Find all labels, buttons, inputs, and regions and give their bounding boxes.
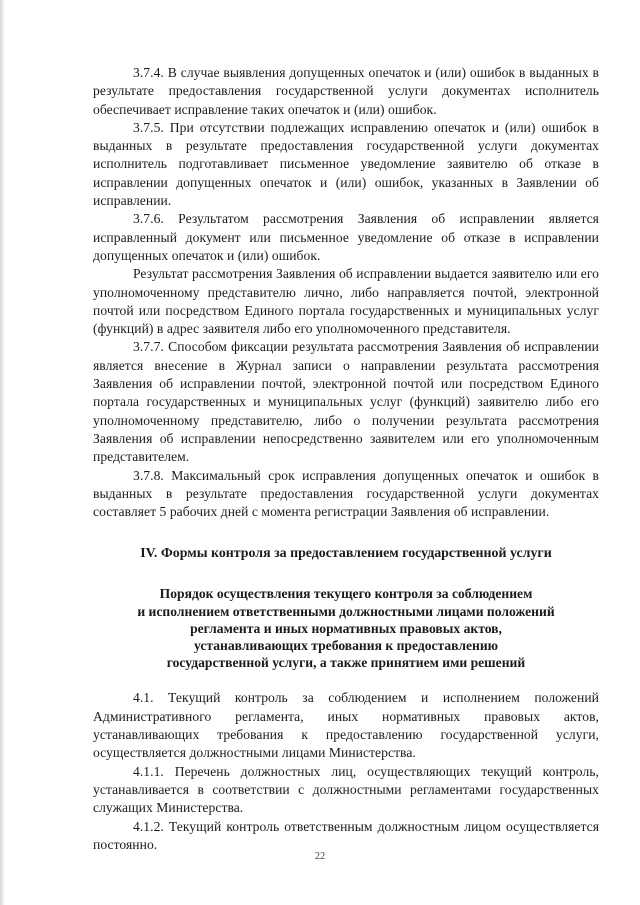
- paragraph-3-7-5: 3.7.5. При отсутствии подлежащих исправлению опечаток и (или) ошибок в выданных в результате предоставления государственной услуги документах исполнитель подготавливает письменное уведомление заявителю об отказе в исправлении допущенных опечаток и (или) ошибок, указанных в Заявлении об исправлении.: [93, 119, 599, 209]
- paragraph-result-delivery: Результат рассмотрения Заявления об исправлении выдается заявителю или его уполномоченному представителю лично, либо направляется почтой, электронной почтой или посредством Единого портала государственных и муниципальных услуг (функций) в адрес заявителя либо его уполномоченного представителя.: [93, 266, 599, 337]
- page-number: 22: [314, 851, 326, 862]
- paragraph-3-7-4: 3.7.4. В случае выявления допущенных опечаток и (или) ошибок в выданных в результате предоставления государственной услуги документах исполнитель обеспечивает исправление таких опечаток и (или) ошибок.: [93, 65, 599, 117]
- paragraph-4-1-1: 4.1.1. Перечень должностных лиц, осуществляющих текущий контроль, устанавливается в соответствии с должностными регламентами государственных служащих Министерства.: [93, 763, 599, 816]
- subsection-heading: [93, 585, 599, 671]
- paragraph-3-7-6: 3.7.6. Результатом рассмотрения Заявления об исправлении является исправленный документ или письменное уведомление об отказе в исправлении допущенных опечаток и (или) ошибок.: [93, 211, 599, 263]
- subsection-heading-line: и исполнением ответственными должностными лицами положений: [137, 603, 555, 619]
- paragraph-4-1-2: 4.1.2. Текущий контроль ответственным должностным лицом осуществляется постоянно.: [93, 818, 599, 852]
- paragraph-3-7-8: 3.7.8. Максимальный срок исправления допущенных опечаток и ошибок в выданных в результате предоставления государственной услуги документах составляет 5 рабочих дней с момента регистрации Заявления об исправлении.: [93, 467, 599, 520]
- subsection-heading-line: государственной услуги, а также принятием ими решений: [166, 655, 526, 671]
- paragraph-4-1: 4.1. Текущий контроль за соблюдением и исполнением положений Административного регламента, иных нормативных правовых актов, устанавливающих требования к предоставлению государственной услуги, осуществляется должностными лицами Министерства.: [93, 690, 599, 761]
- scan-edge: [0, 0, 4, 905]
- document-page: [93, 64, 599, 854]
- subsection-heading-line: устанавливающих требования к предоставлению: [193, 638, 499, 654]
- subsection-heading-line: регламента и иных нормативных правовых актов,: [190, 620, 502, 636]
- section-heading: IV. Формы контроля за предоставлением государственной услуги: [140, 546, 552, 562]
- subsection-heading-line: Порядок осуществления текущего контроля за соблюдением: [159, 586, 533, 602]
- paragraph-3-7-7: 3.7.7. Способом фиксации результата рассмотрения Заявления об исправлении является внесение в Журнал записи о направлении результата рассмотрения Заявления об исправлении почтой, электронной почтой или посредством Единого портала государственных и муниципальных услуг (функций) заявителю либо его уполномоченному представителю, либо о получении результата рассмотрения Заявления об исправлении непосредственно заявителем или его уполномоченным представителем.: [93, 339, 599, 465]
